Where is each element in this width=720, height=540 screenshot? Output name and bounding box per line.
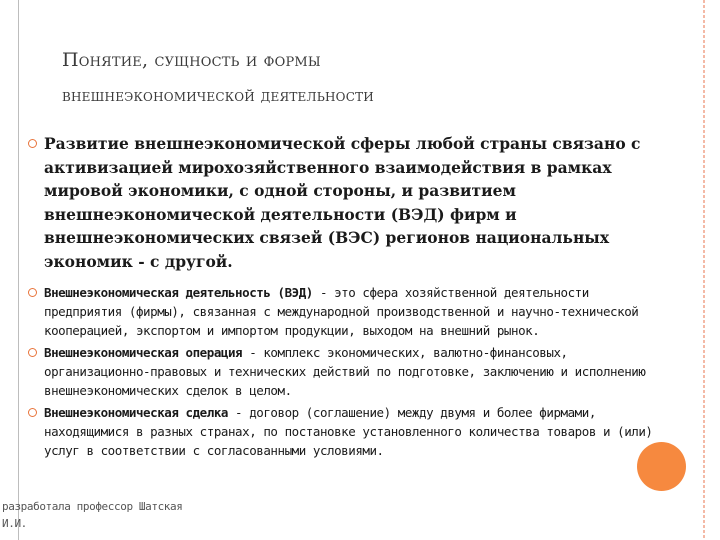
bullet-term-2: Внешнеэкономическая деятельность (ВЭД) [44, 285, 313, 300]
bullet-term-4: Внешнеэкономическая сделка [44, 405, 228, 420]
right-decorative-rule [703, 0, 705, 540]
circle-bullet-icon [28, 408, 37, 417]
bullet-text-1: Развитие внешнеэкономической сферы любой страны связано с активизацией мирохозяйственного взаимодействия в рамках мировой экономики, с одной стороны, и развитием внешнеэкономической деятельности (ВЭД) фирм и внешнеэкономических связей (ВЭС) регионов национальных экономик - с другой. [44, 134, 641, 271]
title-line-2: внешнеэкономической деятельности [62, 86, 374, 106]
circle-bullet-icon [28, 288, 37, 297]
author-credit: разработала профессор Шатская И.И. [2, 500, 183, 530]
bullet-term-3: Внешнеэкономическая операция [44, 345, 243, 360]
bullet-item-3 [28, 343, 668, 400]
bullet-text-4: - договор (соглашение) между двумя и более фирмами, находящимися в разных странах, по постановке установленного количества товаров и (или) услуг в соответствии с согласованными условиями. [44, 405, 653, 458]
bullet-list [28, 132, 668, 463]
bullet-item-4 [28, 403, 668, 460]
left-divider [18, 0, 19, 540]
circle-bullet-icon [28, 139, 37, 148]
title-line-1: Понятие, сущность и формы [62, 49, 321, 71]
slide-title [62, 42, 682, 114]
bullet-item-1 [28, 132, 668, 273]
bullet-text-2: - это сфера хозяйственной деятельности предприятия (фирмы), связанная с международной производственной и научно-технической кооперацией, экспортом и импортом продукции, выходом на внешний рынок. [44, 285, 639, 338]
circle-bullet-icon [28, 348, 37, 357]
bullet-text-3: - комплекс экономических, валютно-финансовых, организационно-правовых и технических действий по подготовке, заключению и исполнению внешнеэкономических сделок в целом. [44, 345, 646, 398]
bullet-item-2 [28, 283, 668, 340]
decorative-orange-circle [637, 442, 686, 491]
